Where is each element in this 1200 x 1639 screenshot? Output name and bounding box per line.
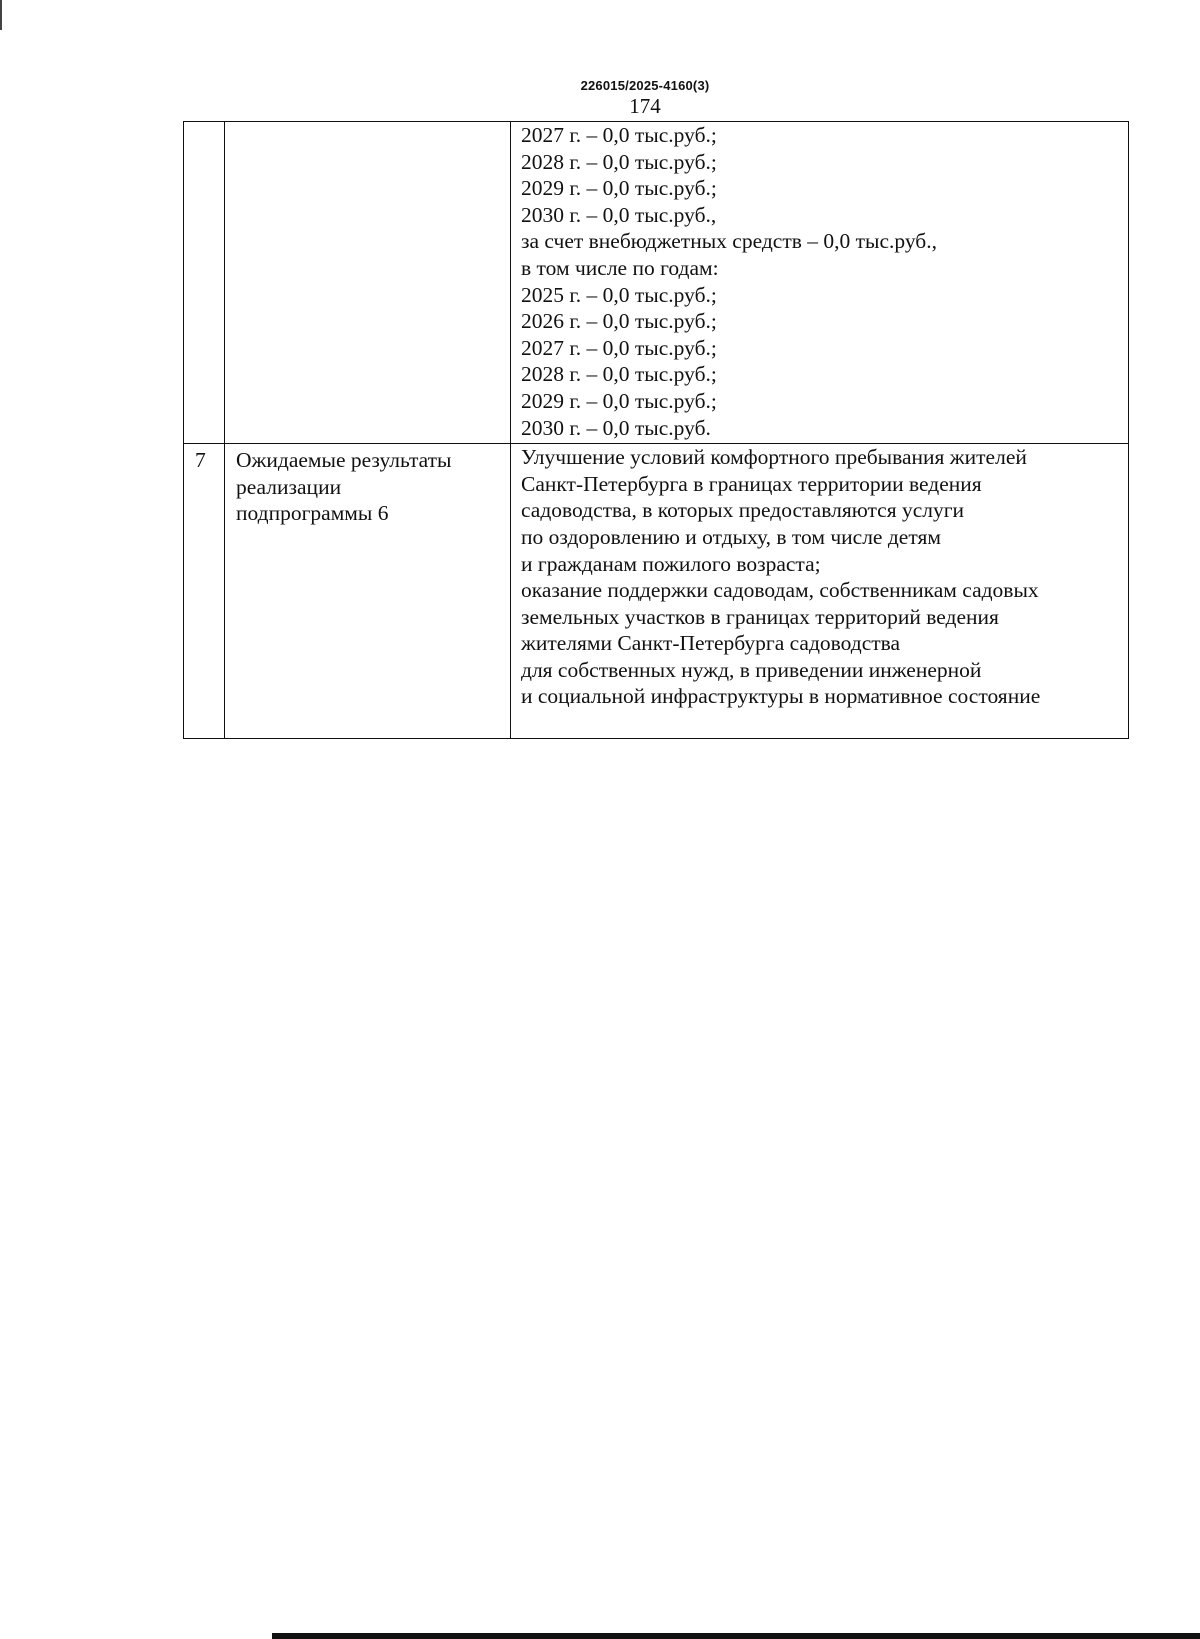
result-line: оказание поддержки садоводам, собственникам садовых: [521, 578, 1039, 603]
row-name-cell: [225, 444, 511, 739]
result-line: садоводства, в которых предоставляются услуги: [521, 498, 965, 523]
funding-line: 2029 г. – 0,0 тыс.руб.;: [521, 388, 717, 413]
result-line: и гражданам пожилого возраста;: [521, 551, 821, 576]
funding-line: 2029 г. – 0,0 тыс.руб.;: [521, 176, 717, 201]
funding-line: в том числе по годам:: [521, 255, 719, 280]
funding-line: 2028 г. – 0,0 тыс.руб.;: [521, 362, 717, 387]
row-content-cell: [511, 122, 1129, 444]
page-number: 174: [629, 94, 661, 118]
funding-line: за счет внебюджетных средств – 0,0 тыс.руб.,: [521, 229, 937, 254]
funding-line: 2027 г. – 0,0 тыс.руб.;: [521, 123, 717, 147]
row-name-line: подпрограммы 6: [236, 501, 389, 526]
funding-line: 2026 г. – 0,0 тыс.руб.;: [521, 309, 717, 334]
row-content-cell: [511, 444, 1129, 739]
row-name-line: Ожидаемые результаты: [236, 448, 452, 473]
result-line: жителями Санкт-Петербурга садоводства: [521, 631, 901, 656]
result-line: земельных участков в границах территорий ведения: [521, 604, 999, 629]
table-row: [184, 444, 1129, 739]
result-line: по оздоровлению и отдыху, в том числе детям: [521, 524, 941, 549]
row-number: 7: [195, 448, 206, 473]
row-number-cell: [184, 122, 225, 444]
funding-line: 2025 г. – 0,0 тыс.руб.;: [521, 282, 717, 307]
result-line: Улучшение условий комфортного пребывания жителей: [521, 445, 1027, 470]
funding-line: 2030 г. – 0,0 тыс.руб.,: [521, 202, 717, 227]
row-name-cell: [225, 122, 511, 444]
table-row: [184, 122, 1129, 444]
result-line: Санкт-Петербурга в границах территории ведения: [521, 471, 982, 496]
result-line: для собственных нужд, в приведении инженерной: [521, 657, 982, 682]
funding-line: 2027 г. – 0,0 тыс.руб.;: [521, 335, 717, 360]
funding-line: 2028 г. – 0,0 тыс.руб.;: [521, 149, 717, 174]
document-table: [183, 121, 1129, 739]
scan-edge-bar: [272, 1633, 1200, 1639]
row-name-line: реализации: [236, 474, 342, 499]
funding-line: 2030 г. – 0,0 тыс.руб.: [521, 415, 711, 440]
row-number-cell: [184, 444, 225, 739]
scan-edge-mark: [0, 0, 2, 30]
result-line: и социальной инфраструктуры в нормативное состояние: [521, 684, 1041, 709]
registration-number: 226015/2025-4160(3): [580, 78, 710, 93]
